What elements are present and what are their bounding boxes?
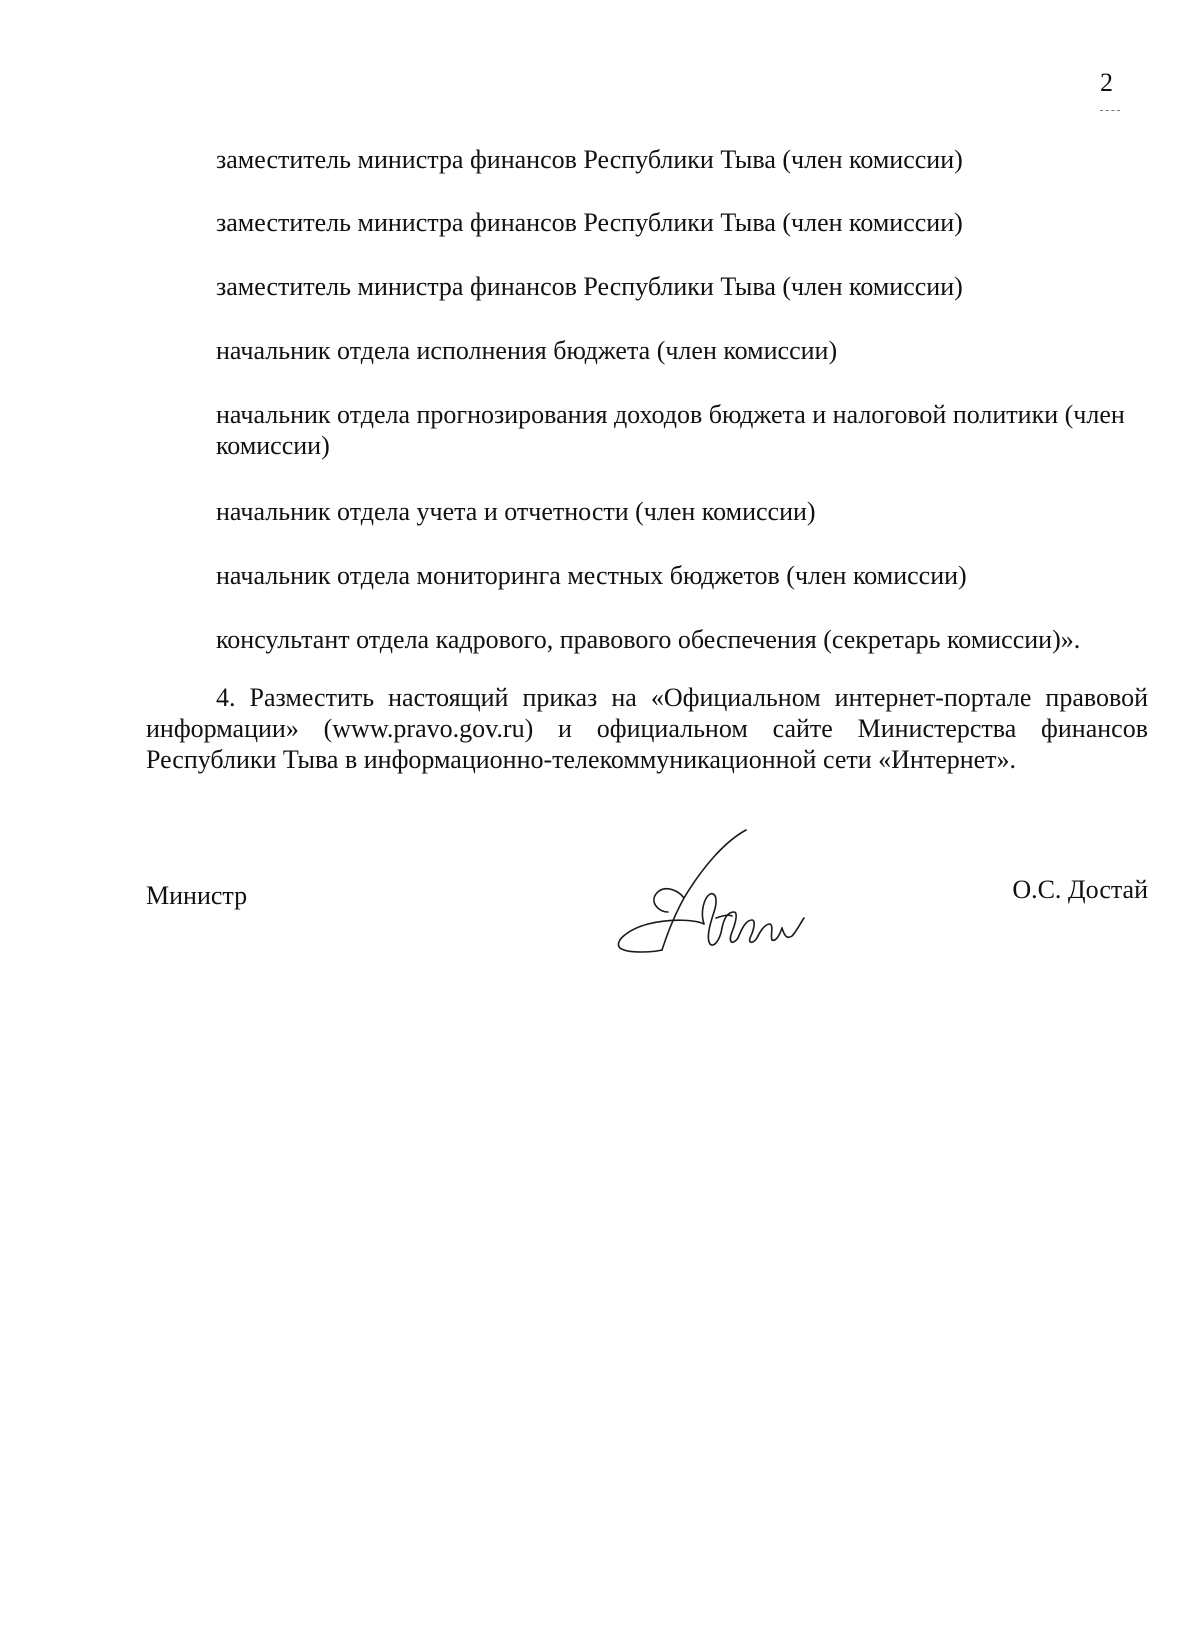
page-number: 2	[1100, 68, 1113, 97]
signature-block	[146, 870, 1148, 980]
handwritten-signature	[606, 820, 846, 970]
commission-member: начальник отдела прогнозирования доходов бюджета и налоговой политики (член комиссии)	[216, 400, 1125, 460]
signer-position: Министр	[146, 881, 248, 910]
commission-member: консультант отдела кадрового, правового обеспечения (секретарь комиссии)».	[216, 625, 1081, 654]
page-number-underline	[1100, 110, 1120, 111]
commission-member: заместитель министра финансов Республики Тыва (член комиссии)	[216, 272, 963, 301]
commission-member: заместитель министра финансов Республики Тыва (член комиссии)	[216, 145, 963, 174]
commission-member: начальник отдела учета и отчетности (член комиссии)	[216, 497, 816, 526]
clause-4-paragraph: 4. Разместить настоящий приказ на «Официальном интернет-портале правовой информации» (www.pravo.gov.ru) и официальном сайте Министерства финансов Республики Тыва в информационно-телекоммуникационной сети «Интернет».	[146, 683, 1148, 774]
commission-member: начальник отдела мониторинга местных бюджетов (член комиссии)	[216, 561, 967, 590]
signer-name: О.С. Достай	[1012, 875, 1148, 904]
commission-member: заместитель министра финансов Республики Тыва (член комиссии)	[216, 208, 963, 237]
commission-member: начальник отдела исполнения бюджета (член комиссии)	[216, 336, 838, 365]
